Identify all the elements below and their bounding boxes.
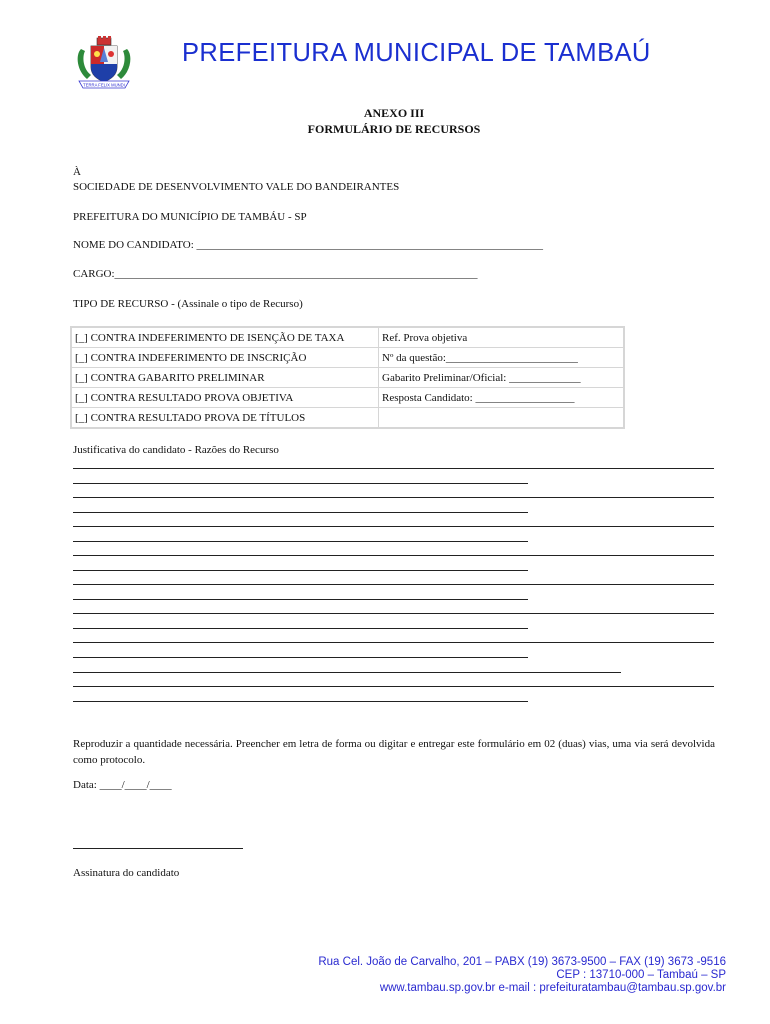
table-row xyxy=(71,368,624,388)
footer-web-email[interactable]: www.tambau.sp.gov.br e-mail : prefeituratambau@tambau.sp.gov.br xyxy=(379,982,726,994)
addressee-organization: SOCIEDADE DE DESENVOLVIMENTO VALE DO BANDEIRANTES xyxy=(73,181,400,193)
signature-label: Assinatura do candidato xyxy=(73,867,180,879)
table-row xyxy=(71,408,624,429)
question-number-field[interactable]: Nº da questão:________________________ xyxy=(379,348,625,368)
form-title: FORMULÁRIO DE RECURSOS xyxy=(307,122,481,136)
justification-line[interactable] xyxy=(73,555,714,556)
justification-line[interactable] xyxy=(73,613,714,614)
justification-line[interactable] xyxy=(73,483,528,484)
appeal-option-preliminary-key[interactable]: [_] CONTRA GABARITO PRELIMINAR xyxy=(71,368,379,388)
signature-line[interactable] xyxy=(73,848,243,849)
addressee-prefeitura: PREFEITURA DO MUNICÍPIO DE TAMBÁU - SP xyxy=(73,211,307,223)
position-field[interactable]: CARGO:__________________________________________________________________ xyxy=(73,268,478,280)
instructions-paragraph: Reproduzir a quantidade necessária. Preencher em letra de forma ou digitar e entregar este formulário em 02 (duas) vias, uma via será devolvida como protocolo. xyxy=(73,738,715,766)
justification-line[interactable] xyxy=(73,570,528,571)
justification-line[interactable] xyxy=(73,686,714,687)
footer-address: Rua Cel. João de Carvalho, 201 – PABX (19) 3673-9500 – FAX (19) 3673 -9516 xyxy=(318,956,726,968)
justification-line[interactable] xyxy=(73,541,528,542)
addressee-to: À xyxy=(73,166,81,178)
table-row xyxy=(71,348,624,368)
empty-cell xyxy=(379,408,625,429)
justification-line[interactable] xyxy=(73,497,714,498)
justification-label: Justificativa do candidato - Razões do Recurso xyxy=(73,444,279,456)
municipal-crest-logo xyxy=(73,35,135,93)
table-row xyxy=(71,388,624,408)
appeal-option-exemption[interactable]: [_] CONTRA INDEFERIMENTO DE ISENÇÃO DE TAXA xyxy=(71,327,379,348)
justification-line[interactable] xyxy=(73,584,714,585)
crest-motto: TERRA FELIX MUNDI xyxy=(83,82,125,88)
appeal-option-registration[interactable]: [_] CONTRA INDEFERIMENTO DE INSCRIÇÃO xyxy=(71,348,379,368)
appeal-type-table xyxy=(70,326,625,429)
justification-line[interactable] xyxy=(73,468,714,469)
justification-line[interactable] xyxy=(73,512,528,513)
candidate-name-field[interactable]: NOME DO CANDIDATO: _______________________________________________________________ xyxy=(73,239,544,251)
footer-cep: CEP : 13710-000 – Tambaú – SP xyxy=(556,969,726,981)
appeal-option-objective-result[interactable]: [_] CONTRA RESULTADO PROVA OBJETIVA xyxy=(71,388,379,408)
justification-line[interactable] xyxy=(73,642,714,643)
justification-line[interactable] xyxy=(73,672,621,673)
justification-line[interactable] xyxy=(73,599,528,600)
justification-line[interactable] xyxy=(73,628,528,629)
justification-line[interactable] xyxy=(73,657,528,658)
date-field[interactable]: Data: ____/____/____ xyxy=(73,779,172,791)
page-header-title: PREFEITURA MUNICIPAL DE TAMBAÚ xyxy=(182,39,651,67)
justification-line[interactable] xyxy=(73,526,714,527)
candidate-answer-field[interactable]: Resposta Candidato: __________________ xyxy=(379,388,625,408)
annex-number: ANEXO III xyxy=(363,106,425,120)
table-row xyxy=(71,327,624,348)
justification-line[interactable] xyxy=(73,701,528,702)
appeal-option-titles-result[interactable]: [_] CONTRA RESULTADO PROVA DE TÍTULOS xyxy=(71,408,379,429)
ref-objective-test: Ref. Prova objetiva xyxy=(379,327,625,348)
appeal-type-label: TIPO DE RECURSO - (Assinale o tipo de Recurso) xyxy=(73,298,303,310)
official-key-field[interactable]: Gabarito Preliminar/Oficial: _____________ xyxy=(379,368,625,388)
